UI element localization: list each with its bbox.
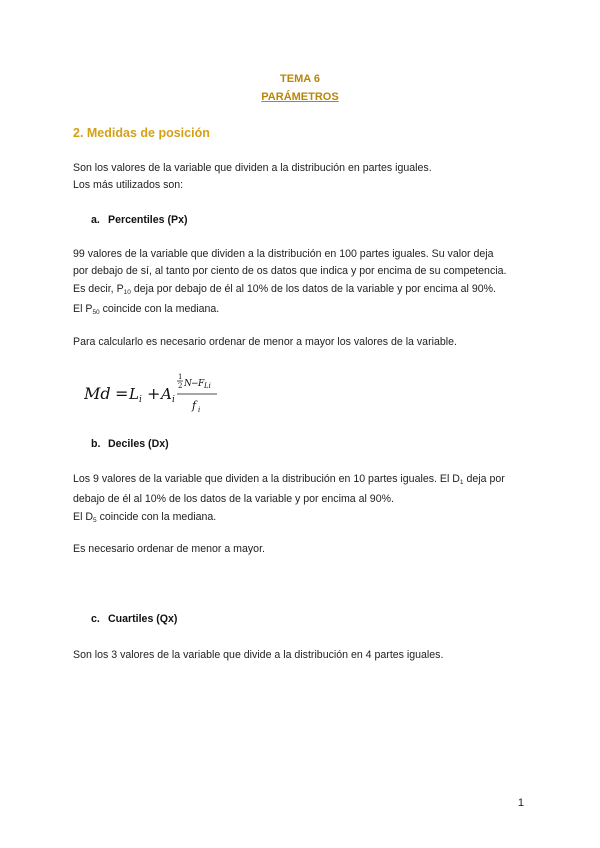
cuartiles-heading-text: Cuartiles (Qx): [108, 613, 178, 625]
percentiles-line-3-post: deja por debajo de él al 10% de los datos de la variable y por encima al 90%.: [130, 282, 497, 295]
cuartiles-paragraph: [73, 647, 543, 664]
deciles-line-3-pre: El D: [73, 510, 94, 523]
formula-equals: =: [115, 384, 129, 403]
section-title: 2. Medidas de posición: [73, 126, 210, 140]
percentiles-heading-text: Percentiles (Px): [108, 214, 188, 226]
formula-N: N: [184, 379, 192, 389]
formula-lhs: Md: [84, 384, 111, 403]
percentiles-line-2: por debajo de sí, al tanto por ciento de os datos que indica y por encima de su competencia.: [73, 265, 507, 278]
median-formula: [84, 369, 234, 421]
intro-line-2: Los más utilizados son:: [73, 179, 184, 192]
formula-minus: −: [191, 379, 199, 389]
deciles-line-3-post: coincide con la mediana.: [96, 510, 217, 523]
deciles-line-1-post: deja por: [463, 473, 505, 485]
formula-L-sub: i: [139, 395, 142, 405]
intro-paragraph: [73, 160, 543, 195]
formula-L: L: [129, 385, 139, 403]
formula-A: A: [161, 385, 172, 403]
deciles-order-note: [73, 541, 543, 558]
cuartiles-marker: c.: [91, 613, 100, 625]
deciles-line-3: [73, 509, 543, 529]
deciles-line-1-pre: Los 9 valores de la variable que dividen a la distribución en 10 partes iguales. El D: [73, 473, 460, 485]
formula-F: F: [198, 379, 205, 389]
page-number: 1: [517, 797, 524, 809]
formula-plus: +: [147, 384, 161, 403]
deciles-line-2: debajo de él al 10% de los datos de la variable y por encima al 90%.: [73, 493, 394, 506]
p10-subscript: 10: [123, 288, 131, 296]
formula-f: f: [192, 399, 197, 412]
d5-subscript: 5: [93, 516, 97, 524]
percentiles-line-4: [73, 301, 543, 321]
formula-A-sub: i: [172, 395, 175, 405]
percentiles-line-1: 99 valores de la variable que dividen a la distribución en 100 partes iguales. Su valor deja: [73, 248, 494, 260]
formula-half-num: 1: [178, 373, 183, 381]
deciles-heading-text: Deciles (Dx): [108, 438, 169, 450]
deciles-heading: [91, 438, 169, 450]
percentiles-paragraph: [73, 246, 543, 322]
formula-F-sub: Li: [204, 382, 211, 390]
deciles-marker: b.: [91, 438, 101, 450]
formula-half-den: 2: [178, 382, 183, 390]
topic-subtitle: PARÁMETROS: [261, 91, 339, 103]
percentiles-heading: [91, 214, 188, 226]
topic-title: TEMA 6: [280, 73, 320, 85]
formula-f-sub: i: [198, 406, 201, 414]
d1-subscript: 1: [459, 479, 464, 486]
calc-note-line: Para calcularlo es necesario ordenar de menor a mayor los valores de la variable.: [73, 336, 457, 348]
percentiles-line-4-pre: El P: [73, 303, 93, 316]
deciles-line-1: [73, 471, 543, 491]
deciles-paragraph: [73, 471, 543, 529]
cuartiles-heading: [91, 613, 177, 625]
p50-subscript: 50: [92, 309, 100, 317]
order-note-line: Es necesario ordenar de menor a mayor.: [73, 543, 265, 555]
intro-line-1: Son los valores de la variable que dividen a la distribución en partes iguales.: [73, 162, 432, 174]
cuartiles-line-1: Son los 3 valores de la variable que divide a la distribución en 4 partes iguales.: [73, 649, 444, 661]
percentiles-calc-note: [73, 334, 543, 351]
percentiles-marker: a.: [91, 214, 100, 226]
percentiles-line-4-post: coincide con la mediana.: [99, 303, 220, 316]
percentiles-line-3: [73, 281, 543, 301]
percentiles-line-3-pre: Es decir, P: [73, 282, 124, 295]
